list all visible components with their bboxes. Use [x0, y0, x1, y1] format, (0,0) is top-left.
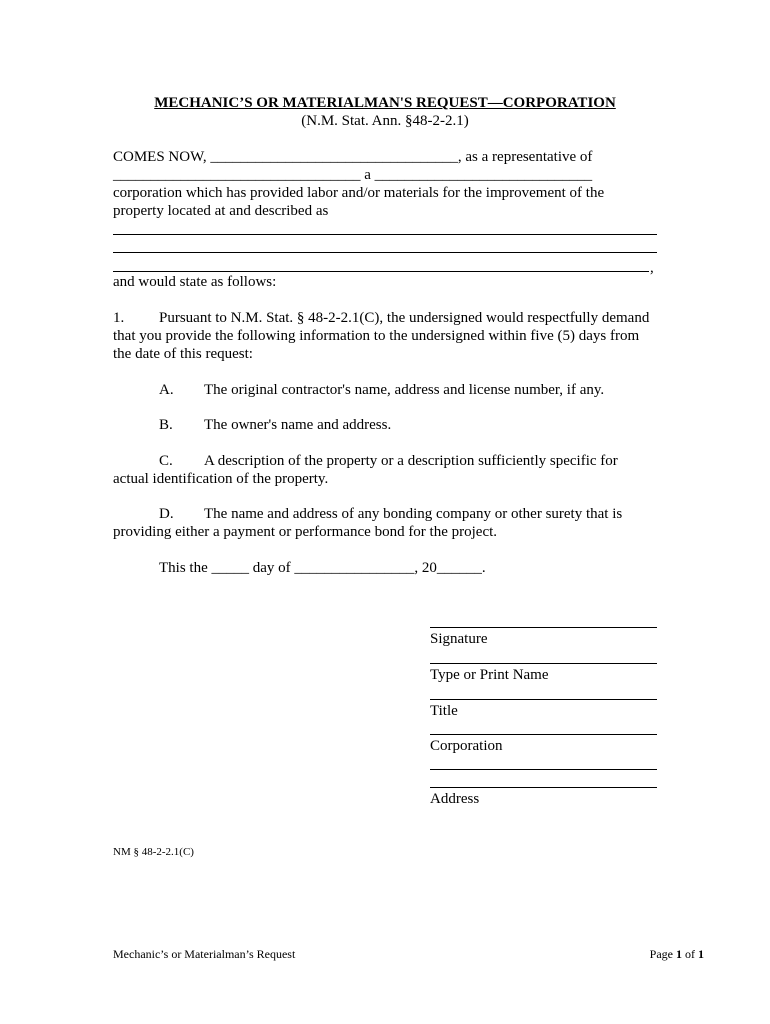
- signature-line[interactable]: [430, 627, 657, 628]
- comes-now-line: [113, 148, 592, 166]
- para1-number: 1.: [113, 310, 125, 326]
- property-description-line-1[interactable]: [113, 234, 657, 235]
- address-label: Address: [430, 791, 480, 807]
- item-a-letter: A.: [159, 382, 174, 398]
- statute-reference: NM § 48-2-2.1(C): [113, 846, 194, 858]
- corporation-label: Corporation: [430, 738, 503, 754]
- item-d-continuation: providing either a payment or performance bond for the project.: [113, 524, 498, 540]
- property-description-line-2[interactable]: [113, 252, 657, 253]
- corporation-state-blank[interactable]: _____________________________: [374, 167, 593, 183]
- document-subtitle: (N.M. Stat. Ann. §48-2-2.1): [301, 113, 469, 129]
- document-title: MECHANIC’S OR MATERIALMAN'S REQUEST—CORPORATION: [154, 95, 616, 111]
- state-as-follows: and would state as follows:: [113, 274, 277, 290]
- page-current: 1: [676, 947, 682, 961]
- page-prefix: Page: [649, 947, 676, 961]
- para1-line-3: the date of this request:: [113, 346, 253, 362]
- item-c-continuation: actual identification of the property.: [113, 471, 329, 487]
- page-of: of: [682, 947, 698, 961]
- a-text: a: [364, 167, 371, 183]
- print-name-label: Type or Print Name: [430, 667, 549, 683]
- item-b-text: The owner's name and address.: [204, 417, 392, 433]
- address-line-2[interactable]: [430, 787, 657, 788]
- intro-line-4: property located at and described as: [113, 203, 329, 219]
- title-line[interactable]: [430, 699, 657, 700]
- para1-line-1: Pursuant to N.M. Stat. § 48-2-2.1(C), the undersigned would respectfully demand: [159, 310, 650, 326]
- item-b-letter: B.: [159, 417, 173, 433]
- comes-now-text: COMES NOW,: [113, 149, 207, 165]
- page-total: 1: [698, 947, 704, 961]
- item-c-letter: C.: [159, 453, 173, 469]
- corporation-name-blank[interactable]: _________________________________: [113, 167, 361, 183]
- print-name-line[interactable]: [430, 663, 657, 664]
- intro-line-3: corporation which has provided labor and/or materials for the improvement of the: [113, 185, 605, 201]
- item-d-letter: D.: [159, 506, 174, 522]
- property-description-line-3[interactable]: [113, 271, 649, 272]
- para1-line-2: that you provide the following information to the undersigned within five (5) days from: [113, 328, 640, 344]
- address-line-1[interactable]: [430, 769, 657, 770]
- item-a-text: The original contractor's name, address and license number, if any.: [204, 382, 605, 398]
- corporation-line: [113, 166, 592, 184]
- item-d-text: The name and address of any bonding company or other surety that is: [204, 506, 623, 522]
- footer-document-name: Mechanic’s or Materialman’s Request: [113, 947, 296, 961]
- date-line[interactable]: This the _____ day of ________________, 20______.: [159, 560, 486, 576]
- title-label: Title: [430, 703, 458, 719]
- item-c-text: A description of the property or a description sufficiently specific for: [204, 453, 618, 469]
- as-representative-text: , as a representative of: [457, 149, 593, 165]
- footer-page-number: [600, 945, 704, 963]
- representative-name-blank[interactable]: _________________________________: [210, 149, 458, 165]
- corporation-line-rule[interactable]: [430, 734, 657, 735]
- signature-label: Signature: [430, 631, 488, 647]
- property-comma: ,: [650, 260, 654, 276]
